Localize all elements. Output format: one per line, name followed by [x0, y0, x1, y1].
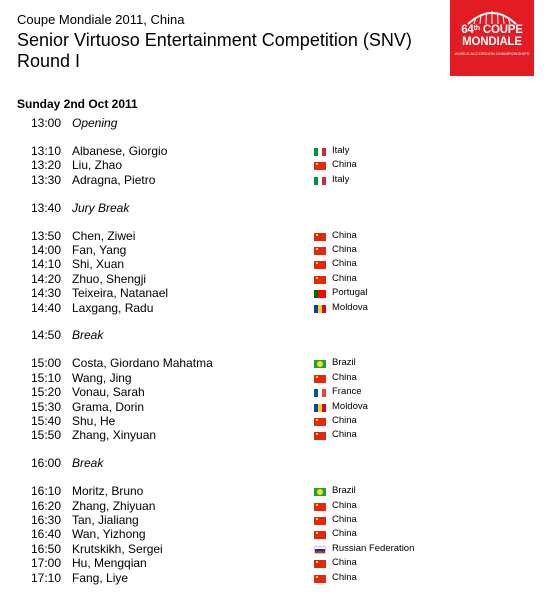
performer-name: Krutskikh, Sergei	[72, 541, 163, 556]
country-name: China	[332, 571, 357, 583]
event-title: Coupe Mondiale 2011, China	[17, 12, 185, 27]
slot-time: 14:30	[31, 286, 62, 301]
schedule-row	[0, 272, 546, 287]
country-name: China	[332, 528, 357, 540]
flag-cn-icon	[314, 503, 326, 511]
flag-cn-icon	[314, 276, 326, 284]
country-name: Portugal	[332, 287, 368, 299]
schedule-row	[0, 556, 546, 571]
slot-time: 13:40	[31, 200, 62, 215]
flag-cn-icon	[314, 162, 326, 170]
flag-cn-icon	[314, 432, 326, 440]
slot-time: 14:00	[31, 242, 62, 257]
schedule-row	[0, 428, 546, 443]
country-name: Russian Federation	[332, 542, 415, 554]
schedule-row	[0, 527, 546, 542]
slot-time: 15:50	[31, 428, 62, 443]
break-label: Break	[72, 328, 104, 343]
performer-name: Fan, Yang	[72, 242, 127, 257]
schedule-row	[0, 173, 546, 188]
schedule-row	[0, 484, 546, 499]
performer-name: Wan, Yizhong	[72, 527, 146, 542]
flag-pt-icon	[314, 290, 326, 298]
country-name: China	[332, 414, 357, 426]
round-title: Round I	[17, 51, 81, 71]
schedule-row	[0, 144, 546, 159]
coupe-mondiale-logo	[450, 0, 534, 76]
slot-time: 14:50	[31, 328, 62, 343]
slot-time: 15:10	[31, 370, 62, 385]
country-name: China	[332, 159, 357, 171]
performer-name: Grama, Dorin	[72, 399, 145, 414]
country-name: Italy	[332, 173, 350, 185]
country-name: Brazil	[332, 357, 356, 369]
slot-time: 16:00	[31, 456, 62, 471]
performer-name: Laxgang, Radu	[72, 300, 154, 315]
slot-time: 15:00	[31, 356, 62, 371]
country-name: China	[332, 258, 357, 270]
flag-ru-icon	[314, 546, 326, 554]
flag-cn-icon	[314, 517, 326, 525]
schedule-row	[0, 356, 546, 371]
slot-time: 13:50	[31, 228, 62, 243]
country-name: Moldova	[332, 301, 368, 313]
performer-name: Moritz, Bruno	[72, 484, 144, 499]
flag-cn-icon	[314, 375, 326, 383]
flag-cn-icon	[314, 575, 326, 583]
flag-cn-icon	[314, 247, 326, 255]
performer-name: Shi, Xuan	[72, 257, 125, 272]
performer-name: Zhang, Xinyuan	[72, 428, 157, 443]
flag-cn-icon	[314, 418, 326, 426]
flag-fr-icon	[314, 389, 326, 397]
performer-name: Wang, Jing	[72, 370, 132, 385]
schedule-row	[0, 229, 546, 244]
schedule-break-row	[0, 456, 546, 471]
slot-time: 16:30	[31, 512, 62, 527]
schedule-row	[0, 571, 546, 586]
schedule-row	[0, 499, 546, 514]
flag-it-icon	[314, 148, 326, 156]
schedule-date: Sunday 2nd Oct 2011	[17, 97, 138, 111]
slot-time: 13:30	[31, 172, 62, 187]
schedule-break-row	[0, 116, 546, 131]
slot-time: 17:10	[31, 570, 62, 585]
slot-time: 16:10	[31, 484, 62, 499]
flag-it-icon	[314, 177, 326, 185]
performer-name: Teixeira, Natanael	[72, 286, 169, 301]
break-label: Break	[72, 456, 104, 471]
slot-time: 15:20	[31, 385, 62, 400]
slot-time: 15:30	[31, 399, 62, 414]
performer-name: Fang, Liye	[72, 570, 129, 585]
flag-cn-icon	[314, 261, 326, 269]
country-name: China	[332, 557, 357, 569]
country-name: France	[332, 386, 362, 398]
country-name: Moldova	[332, 400, 368, 412]
logo-line-1: 64th COUPE	[461, 24, 523, 36]
schedule-row	[0, 385, 546, 400]
accordion-arch-icon	[464, 6, 520, 26]
flag-cn-icon	[314, 233, 326, 241]
flag-br-icon	[314, 360, 326, 368]
slot-time: 14:20	[31, 271, 62, 286]
break-label: Jury Break	[72, 200, 130, 215]
schedule-row	[0, 400, 546, 415]
break-label: Opening	[72, 116, 118, 130]
slot-time: 13:20	[31, 158, 62, 173]
logo-line-2: MONDIALE	[462, 36, 522, 48]
competition-title: Senior Virtuoso Entertainment Competition (SNV)	[17, 30, 412, 50]
schedule-break-row	[0, 201, 546, 216]
country-name: China	[332, 272, 357, 284]
schedule-row	[0, 513, 546, 528]
schedule-row	[0, 301, 546, 316]
country-name: Brazil	[332, 485, 356, 497]
country-name: China	[332, 513, 357, 525]
schedule-row	[0, 158, 546, 173]
performer-name: Tan, Jialiang	[72, 512, 139, 527]
country-name: China	[332, 243, 357, 255]
performer-name: Costa, Giordano Mahatma	[72, 356, 213, 371]
slot-time: 17:00	[31, 556, 62, 571]
flag-br-icon	[314, 488, 326, 496]
country-name: China	[332, 371, 357, 383]
slot-time: 14:10	[31, 257, 62, 272]
slot-time: 13:00	[31, 116, 62, 130]
schedule-break-row	[0, 328, 546, 343]
logo-line-3: WORLD ACCORDION CHAMPIONSHIPS	[454, 51, 530, 56]
slot-time: 14:40	[31, 300, 62, 315]
country-name: China	[332, 229, 357, 241]
country-name: China	[332, 429, 357, 441]
performer-name: Albanese, Giorgio	[72, 143, 168, 158]
performer-name: Vonau, Sarah	[72, 385, 145, 400]
country-name: Italy	[332, 144, 350, 156]
slot-time: 16:40	[31, 527, 62, 542]
country-name: China	[332, 499, 357, 511]
schedule-row	[0, 257, 546, 272]
performer-name: Zhang, Zhiyuan	[72, 498, 156, 513]
slot-time: 15:40	[31, 413, 62, 428]
performer-name: Liu, Zhao	[72, 158, 123, 173]
schedule-row	[0, 243, 546, 258]
schedule-row	[0, 371, 546, 386]
flag-cn-icon	[314, 531, 326, 539]
performer-name: Shu, He	[72, 413, 116, 428]
flag-md-icon	[314, 305, 326, 313]
schedule-row	[0, 542, 546, 557]
schedule-row	[0, 414, 546, 429]
slot-time: 16:20	[31, 498, 62, 513]
slot-time: 13:10	[31, 143, 62, 158]
performer-name: Adragna, Pietro	[72, 172, 156, 187]
flag-md-icon	[314, 404, 326, 412]
performer-name: Chen, Ziwei	[72, 228, 136, 243]
slot-time: 16:50	[31, 541, 62, 556]
schedule-row	[0, 286, 546, 301]
performer-name: Zhuo, Shengji	[72, 271, 147, 286]
flag-cn-icon	[314, 560, 326, 568]
performer-name: Hu, Mengqian	[72, 556, 147, 571]
